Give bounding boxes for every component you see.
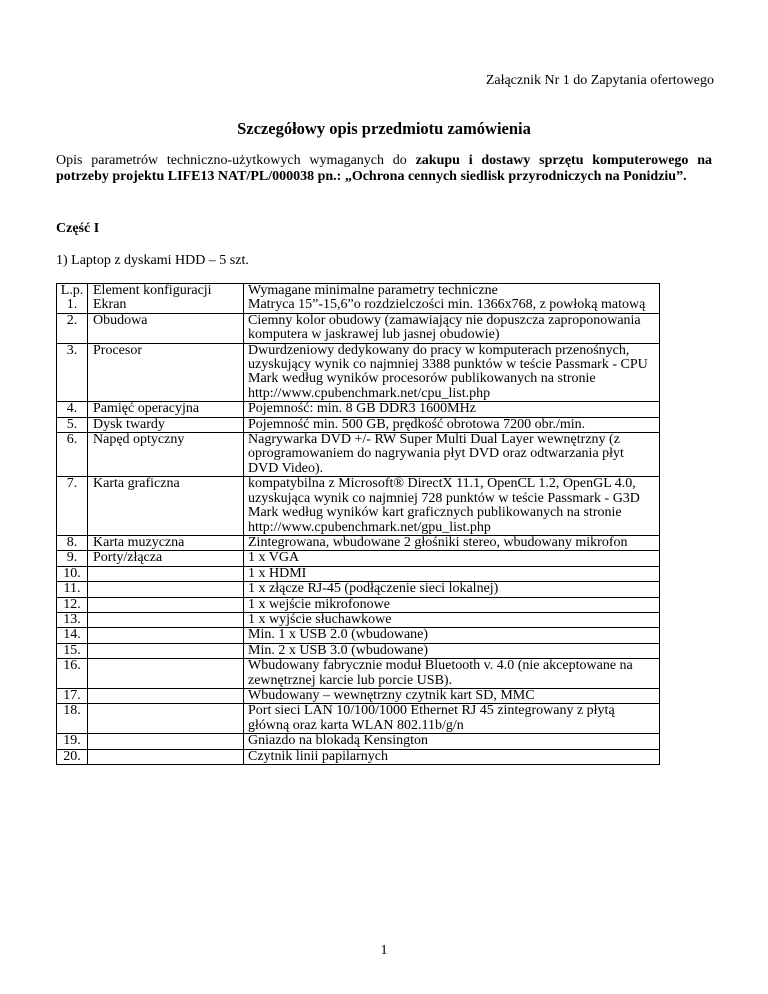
row-nr: 15. bbox=[57, 643, 88, 658]
row-element: Ekran bbox=[88, 298, 244, 313]
header-params: Wymagane minimalne parametry techniczne bbox=[244, 284, 660, 299]
row-element bbox=[88, 612, 244, 627]
row-nr: 3. bbox=[57, 343, 88, 402]
attachment-label: Załącznik Nr 1 do Zapytania ofertowego bbox=[485, 73, 714, 88]
row-element bbox=[88, 643, 244, 658]
row-nr: 6. bbox=[57, 433, 88, 477]
row-params: 1 x HDMI bbox=[244, 566, 660, 581]
row-nr: 5. bbox=[57, 417, 88, 432]
row-nr: 19. bbox=[57, 734, 88, 749]
row-element: Obudowa bbox=[88, 313, 244, 343]
table-row bbox=[57, 535, 660, 550]
row-nr: 20. bbox=[57, 749, 88, 764]
row-element: Procesor bbox=[88, 343, 244, 402]
table-row bbox=[57, 298, 660, 313]
table-row bbox=[57, 749, 660, 764]
table-row bbox=[57, 688, 660, 703]
row-nr: 8. bbox=[57, 535, 88, 550]
row-params: Port sieci LAN 10/100/1000 Ethernet RJ 45 zintegrowany z płytą główną oraz karta WLAN 802.11b/g/n bbox=[244, 704, 660, 734]
row-params: 1 x złącze RJ-45 (podłączenie sieci lokalnej) bbox=[244, 582, 660, 597]
table-row bbox=[57, 343, 660, 402]
row-element: Dysk twardy bbox=[88, 417, 244, 432]
header-nr: L.p. bbox=[57, 284, 88, 299]
table-row bbox=[57, 417, 660, 432]
spec-table-body bbox=[57, 284, 660, 765]
row-nr: 10. bbox=[57, 566, 88, 581]
row-element: Karta muzyczna bbox=[88, 535, 244, 550]
table-row bbox=[57, 704, 660, 734]
row-element bbox=[88, 597, 244, 612]
row-nr: 17. bbox=[57, 688, 88, 703]
row-params: 1 x wyjście słuchawkowe bbox=[244, 612, 660, 627]
table-row bbox=[57, 402, 660, 417]
row-params: Nagrywarka DVD +/- RW Super Multi Dual Layer wewnętrzny (z oprogramowaniem do nagrywania płyt DVD oraz odtwarzania płyt DVD Video). bbox=[244, 433, 660, 477]
row-params: Gniazdo na blokadą Kensington bbox=[244, 734, 660, 749]
row-element bbox=[88, 734, 244, 749]
row-element bbox=[88, 749, 244, 764]
row-nr: 4. bbox=[57, 402, 88, 417]
row-element bbox=[88, 688, 244, 703]
row-params: 1 x VGA bbox=[244, 551, 660, 566]
row-nr: 9. bbox=[57, 551, 88, 566]
table-row bbox=[57, 597, 660, 612]
table-row bbox=[57, 628, 660, 643]
row-params: Wbudowany – wewnętrzny czytnik kart SD, MMC bbox=[244, 688, 660, 703]
table-row bbox=[57, 643, 660, 658]
row-params: Pojemność min. 500 GB, prędkość obrotowa 7200 obr./min. bbox=[244, 417, 660, 432]
intro-paragraph bbox=[56, 153, 712, 185]
row-params: 1 x wejście mikrofonowe bbox=[244, 597, 660, 612]
row-element: Karta graficzna bbox=[88, 477, 244, 536]
table-row bbox=[57, 551, 660, 566]
row-element bbox=[88, 628, 244, 643]
row-element: Porty/złącza bbox=[88, 551, 244, 566]
table-row bbox=[57, 313, 660, 343]
row-params: Zintegrowana, wbudowane 2 głośniki stereo, wbudowany mikrofon bbox=[244, 535, 660, 550]
row-element: Pamięć operacyjna bbox=[88, 402, 244, 417]
intro-plain: Opis parametrów techniczno-użytkowych wymaganych do bbox=[56, 153, 416, 168]
document-title: Szczegółowy opis przedmiotu zamówienia bbox=[237, 119, 531, 138]
intro-bold: zakupu i dostawy sprzętu komputerowego na potrzeby projektu LIFE13 NAT/PL/000038 pn.: „Ochrona cennych siedlisk przyrodniczych na Ponidziu”. bbox=[56, 153, 712, 184]
table-row bbox=[57, 566, 660, 581]
row-nr: 14. bbox=[57, 628, 88, 643]
row-element: Napęd optyczny bbox=[88, 433, 244, 477]
row-params: Wbudowany fabrycznie moduł Bluetooth v. 4.0 (nie akceptowane na zewnętrznej karcie lub porcie USB). bbox=[244, 659, 660, 689]
row-params: Matryca 15”-15,6”o rozdzielczości min. 1366x768, z powłoką matową bbox=[244, 298, 660, 313]
table-row bbox=[57, 659, 660, 689]
table-row bbox=[57, 433, 660, 477]
page-number: 1 bbox=[380, 943, 388, 958]
header-element: Element konfiguracji bbox=[88, 284, 244, 299]
spec-table bbox=[56, 283, 660, 765]
item-heading: 1) Laptop z dyskami HDD – 5 szt. bbox=[56, 253, 249, 268]
row-params: Min. 2 x USB 3.0 (wbudowane) bbox=[244, 643, 660, 658]
row-params: kompatybilna z Microsoft® DirectX 11.1, OpenCL 1.2, OpenGL 4.0, uzyskująca wynik co najmniej 728 punktów w teście Passmark - G3D Mark według wyników kart graficznych publikowanych na stronie http://www.cpubenchmark.net/gpu_list.php bbox=[244, 477, 660, 536]
row-nr: 7. bbox=[57, 477, 88, 536]
row-nr: 16. bbox=[57, 659, 88, 689]
row-nr: 18. bbox=[57, 704, 88, 734]
row-nr: 12. bbox=[57, 597, 88, 612]
row-nr: 11. bbox=[57, 582, 88, 597]
row-nr: 13. bbox=[57, 612, 88, 627]
row-element bbox=[88, 566, 244, 581]
row-params: Pojemność: min. 8 GB DDR3 1600MHz bbox=[244, 402, 660, 417]
row-params: Min. 1 x USB 2.0 (wbudowane) bbox=[244, 628, 660, 643]
row-element bbox=[88, 659, 244, 689]
table-row bbox=[57, 477, 660, 536]
row-params: Ciemny kolor obudowy (zamawiający nie dopuszcza zaproponowania komputera w jaskrawej lub jasnej obudowie) bbox=[244, 313, 660, 343]
row-element bbox=[88, 582, 244, 597]
row-params: Dwurdzeniowy dedykowany do pracy w komputerach przenośnych, uzyskujący wynik co najmniej 3388 punktów w teście Passmark - CPU Mark według wyników procesorów publikowanych na stronie http://www.cpubenchmark.net/cpu_list.php bbox=[244, 343, 660, 402]
table-row bbox=[57, 582, 660, 597]
row-params: Czytnik linii papilarnych bbox=[244, 749, 660, 764]
table-header-row bbox=[57, 284, 660, 299]
part-heading: Część I bbox=[56, 221, 100, 236]
row-element bbox=[88, 704, 244, 734]
table-row bbox=[57, 734, 660, 749]
table-row bbox=[57, 612, 660, 627]
row-nr: 2. bbox=[57, 313, 88, 343]
row-nr: 1. bbox=[57, 298, 88, 313]
